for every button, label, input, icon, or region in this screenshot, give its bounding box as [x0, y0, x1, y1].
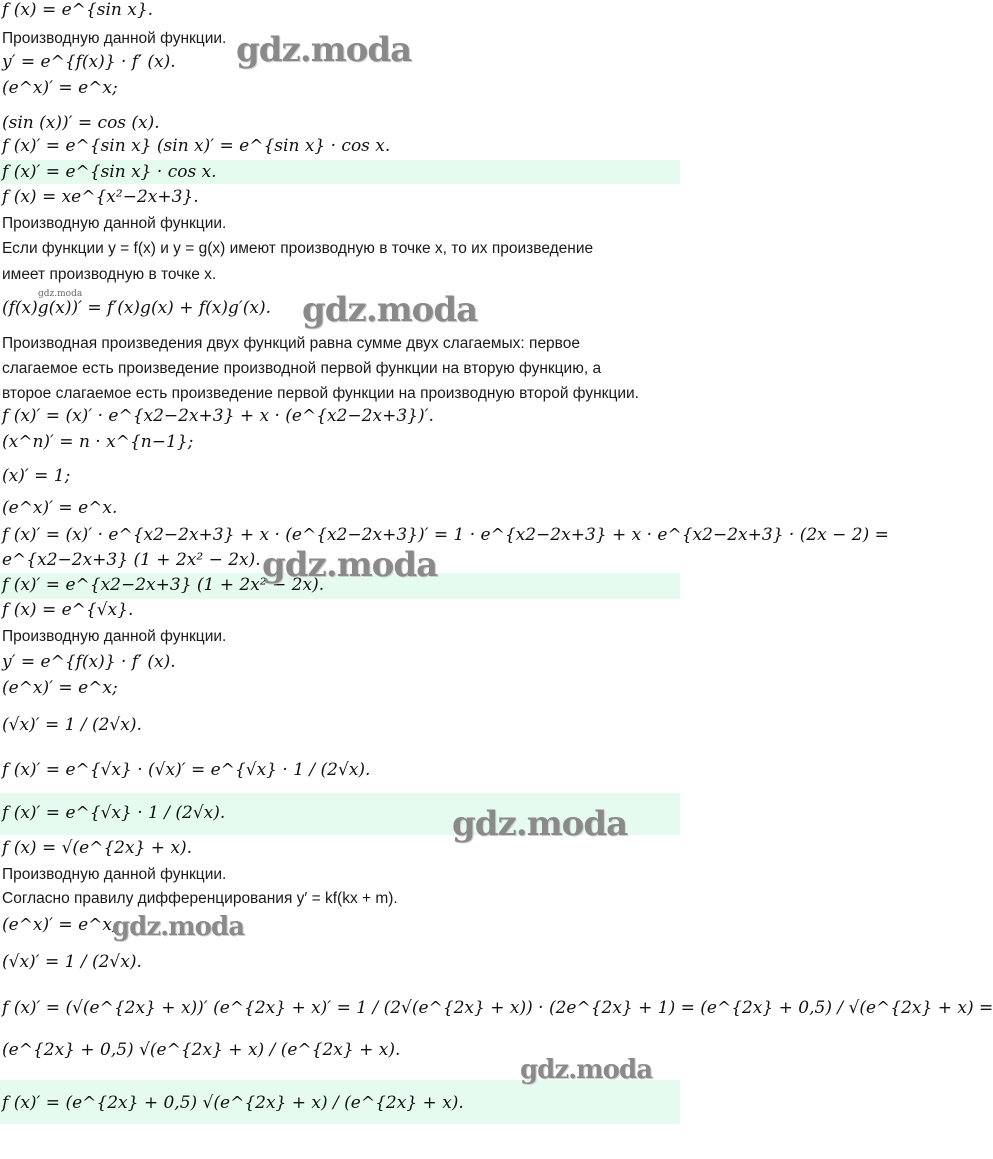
formula-line: (sin (x))′ = cos (x). — [2, 113, 160, 133]
formula-line: (e^x)′ = e^x. — [2, 498, 118, 518]
text-line: Производную данной функции. — [2, 30, 227, 47]
text-line: Производную данной функции. — [2, 628, 227, 645]
formula-line: f (x) = e^{√x}. — [2, 600, 134, 620]
formula-line: (x^n)′ = n · x^{n−1}; — [2, 432, 194, 452]
formula-line: (e^{2x} + 0,5) √(e^{2x} + x) / (e^{2x} + x). — [2, 1040, 401, 1060]
formula-line: (e^x)′ = e^x; — [2, 78, 118, 98]
formula-line: (√x)′ = 1 / (2√x). — [2, 952, 142, 972]
formula-line: f (x) = e^{sin x}. — [2, 0, 154, 20]
formula-line: f (x)′ = e^{√x} · 1 / (2√x). — [2, 803, 226, 823]
text-line: Если функции y = f(x) и y = g(x) имеют производную в точке x, то их произведение — [2, 240, 594, 257]
formula-line: f (x)′ = e^{x2−2x+3} (1 + 2x² − 2x). — [2, 575, 325, 595]
formula-line: f (x)′ = e^{sin x} (sin x)′ = e^{sin x} · cos x. — [2, 136, 391, 156]
formula-line: f (x)′ = (x)′ · e^{x2−2x+3} + x · (e^{x2−2x+3})′ = 1 · e^{x2−2x+3} + x · e^{x2−2x+3} · (2x − 2) = — [2, 525, 889, 545]
watermark: gdz.moda — [302, 290, 478, 330]
text-line: Согласно правилу дифференцирования y′ = kf(kx + m). — [2, 890, 398, 907]
formula-line: (x)′ = 1; — [2, 466, 71, 486]
text-line: слагаемое есть произведение производной первой функции на вторую функцию, а — [2, 360, 602, 377]
watermark: gdz.moda — [262, 545, 438, 585]
text-line: второе слагаемое есть произведение первой функции на производную второй функции. — [2, 385, 639, 402]
formula-line: f (x) = √(e^{2x} + x). — [2, 838, 193, 858]
text-line: Производную данной функции. — [2, 866, 227, 883]
formula-line: f (x) = xe^{x²−2x+3}. — [2, 187, 199, 207]
formula-line: y′ = e^{f(x)} · f′ (x). — [2, 52, 176, 72]
formula-line: f (x)′ = e^{√x} · (√x)′ = e^{√x} · 1 / (2√x). — [2, 760, 371, 780]
watermark: gdz.moda — [112, 912, 245, 942]
formula-line: (e^x)′ = e^x; — [2, 678, 118, 698]
text-line: Производная произведения двух функций равна сумме двух слагаемых: первое — [2, 335, 580, 352]
formula-line: y′ = e^{f(x)} · f′ (x). — [2, 652, 176, 672]
text-line: Производную данной функции. — [2, 215, 227, 232]
formula-line: f (x)′ = (x)′ · e^{x2−2x+3} + x · (e^{x2−2x+3})′. — [2, 406, 434, 426]
watermark: gdz.moda — [520, 1055, 653, 1085]
watermark: gdz.moda — [452, 804, 628, 844]
watermark-small: gdz.moda — [38, 289, 83, 299]
formula-line: f (x)′ = e^{sin x} · cos x. — [2, 162, 217, 182]
formula-line: (√x)′ = 1 / (2√x). — [2, 715, 142, 735]
text-line: имеет производную в точке x. — [2, 266, 217, 283]
formula-line: (f(x)g(x))′ = f′(x)g(x) + f(x)g′(x). — [2, 298, 271, 318]
formula-line: (e^x)′ = e^x; — [2, 915, 118, 935]
formula-line: f (x)′ = (√(e^{2x} + x))′ (e^{2x} + x)′ = 1 / (2√(e^{2x} + x)) · (2e^{2x} + 1) = (e^{2x} + 0,5) / √(e^{2x} + x) = — [2, 998, 993, 1018]
formula-line: e^{x2−2x+3} (1 + 2x² − 2x). — [2, 550, 261, 570]
watermark: gdz.moda — [236, 30, 412, 70]
formula-line: f (x)′ = (e^{2x} + 0,5) √(e^{2x} + x) / (e^{2x} + x). — [2, 1093, 464, 1113]
